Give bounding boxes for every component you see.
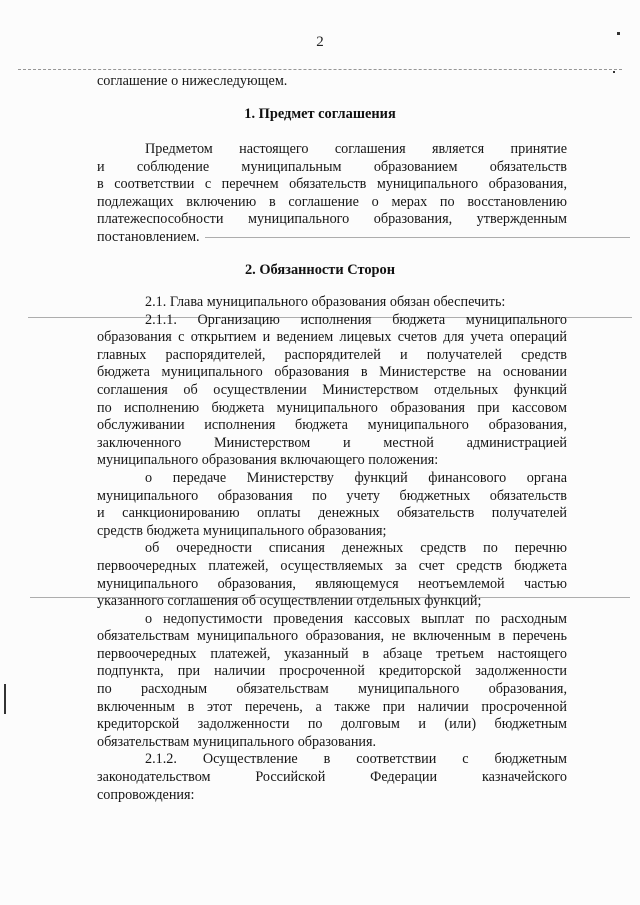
page-number: 2: [316, 34, 324, 50]
text-line: законодательством Российской Федерации казначейского: [97, 769, 567, 786]
text-line: включенным в этот перечень, а также при наличии просроченной: [97, 698, 567, 715]
text-line: по исполнению бюджета муниципального образования при кассовом: [97, 399, 567, 416]
text-line: соглашение о нижеследующем.: [97, 73, 288, 89]
scan-artifact-line: [18, 69, 622, 70]
text-line: об очередности списания денежных средств по перечню: [145, 540, 567, 557]
text-line: кредиторской задолженности по долговым и (или) бюджетным: [97, 716, 567, 733]
text-line: соглашения об осуществлении Министерством отдельных функций: [97, 381, 567, 398]
section-2-heading: 2. Обязанности Сторон: [244, 262, 396, 278]
scan-speck: [613, 71, 615, 73]
text-line: постановлением.: [97, 228, 200, 245]
text-line: и соблюдение муниципальным образованием обязательств: [97, 158, 567, 175]
section-1-heading: 1. Предмет соглашения: [244, 106, 396, 122]
text-line: в соответствии с перечнем обязательств муниципального образования,: [97, 176, 567, 193]
text-line: обязательствам муниципального образования, не включенным в перечень: [97, 628, 567, 645]
scan-speck: [617, 32, 620, 35]
scan-mark: [4, 684, 6, 714]
text-line: подпункта, при наличии просроченной кредиторской задолженности: [97, 663, 567, 680]
text-line: первоочередных платежей, осуществляемых за счет средств бюджета: [97, 557, 567, 574]
text-line: муниципального образования, являющемуся неотъемлемой частью: [97, 575, 567, 592]
text-line: образования с открытием и ведением лицевых счетов для учета операций: [97, 329, 567, 346]
text-line: муниципального образования включающего положения:: [97, 452, 439, 469]
text-line: указанного соглашения об осуществлении отдельных функций;: [97, 593, 482, 610]
text-line: по расходным обязательствам муниципального образования,: [97, 681, 567, 698]
text-line: заключенного Министерством и местной администрацией: [97, 434, 567, 451]
text-line: о передаче Министерству функций финансового органа: [145, 469, 567, 486]
text-line: сопровождения:: [97, 786, 195, 803]
section-1-paragraph: [97, 141, 567, 247]
text-line: муниципального образования по учету бюджетных обязательств: [97, 487, 567, 504]
text-line: 2.1.1. Организацию исполнения бюджета муниципального: [145, 311, 567, 328]
text-line: подлежащих включению в соглашение о мерах по восстановлению: [97, 193, 567, 210]
text-line: главных распорядителей, распорядителей и получателей средств: [97, 346, 567, 363]
text-line: 2.1.2. Осуществление в соответствии с бюджетным: [145, 751, 567, 768]
text-line: средств бюджета муниципального образования;: [97, 522, 387, 539]
text-line: Предметом настоящего соглашения является принятие: [145, 141, 567, 157]
text-line: обслуживании исполнения бюджета муниципального образования,: [97, 417, 567, 434]
section-2-body: [97, 294, 567, 804]
text-line: первоочередных платежей, указанный в абзаце третьем настоящего: [97, 645, 567, 662]
intro-paragraph: [97, 73, 567, 91]
text-line: бюджета муниципального образования в Министерстве на основании: [97, 364, 567, 381]
text-line: и санкционированию оплаты денежных обязательств получателей: [97, 505, 567, 522]
text-line: обязательствам муниципального образования.: [97, 733, 377, 750]
text-line: платежеспособности муниципального образования, утвержденным: [97, 211, 567, 228]
text-line: 2.1. Глава муниципального образования обязан обеспечить:: [145, 294, 506, 310]
text-line: о недопустимости проведения кассовых выплат по расходным: [145, 610, 567, 627]
